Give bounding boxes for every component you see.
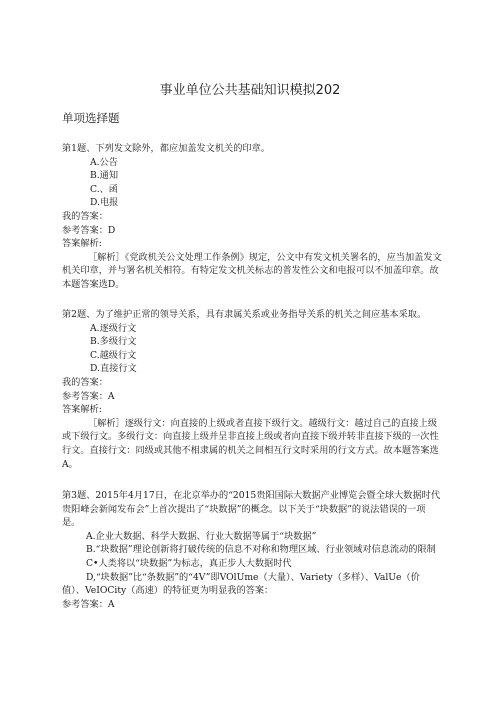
reference-answer: 参考答案：A [62,598,115,610]
option-b: B.多级行文 [90,336,137,348]
section-heading: 单项选择题 [62,111,120,125]
question-3 [62,489,442,611]
option-d: D,“块数据”比“条数据”的“4V”即VOlUme（大量）、Variety（多样）、ValUe（价值）、VeIOCity（高速）的特征更为明显我的答案： [62,571,420,597]
option-b: B.“块数据”理论创新将打破传统的信息不对称和物理区域、行业领域对信息流动的限制 [86,544,436,556]
option-a: A.逐级行文 [90,322,137,334]
option-c: C.越级行文 [90,349,137,361]
my-answer: 我的答案： [62,376,108,388]
question-stem: 第3题、2015年4月17日，在北京举办的“2015贵阳国际大数据产业博览会暨全球大数据时代贵阳峰会新闻发布会”上首次提出了“块数据”的概念。以下关于“块数据”的说法错误的一项是。 [62,490,441,529]
option-c: C•人类将以“块数据”为标志，真正步人大数据时代 [86,557,292,569]
reference-answer: 参考答案：D [62,224,116,236]
option-c: C.、函 [90,183,118,195]
my-answer: 我的答案： [62,210,108,222]
analysis-text: ［解析］逐级行文：向直接的上级或者直接下级行文。越级行文：越过自己的直接上级或下级行文。多级行文：向直接上级并呈非直接上级或者向直接下级并转非直接下级的一次性行文。直接行文：同级或其他不相隶属的机关之间相互行文时采用的行文方式。故本题答案选A。 [62,417,439,470]
question-stem: 第1题、下列发文除外，都应加盖发文机关的印章。 [62,143,270,154]
analysis-label: 答案解析: [62,238,102,250]
option-a: A.企业大数据、科学大数据、行业大数据等属于“块数据” [86,530,317,542]
page-title: 事业单位公共基础知识模拟202 [159,83,341,98]
option-d: D.电报 [90,197,119,209]
option-a: A.公告 [90,156,118,168]
analysis-label: 答案解析: [62,404,102,416]
reference-answer: 参考答案：A [62,390,115,402]
option-b: B.通知 [90,170,119,182]
analysis-text: ［解析］《党政机关公文处理工作条例》规定，公文中有发文机关署名的，应当加盖发文机关印章，并与署名机关相符。有特定发文机关标志的普发性公文和电报可以不加盖印章。故本题答案选D。 [62,251,442,290]
question-2 [62,308,442,471]
option-d: D.直接行文 [90,363,137,375]
question-1 [62,142,442,292]
question-stem: 第2题、为了维护正常的领导关系，具有隶属关系或业务指导关系的机关之间应基本采取。 [62,309,427,320]
